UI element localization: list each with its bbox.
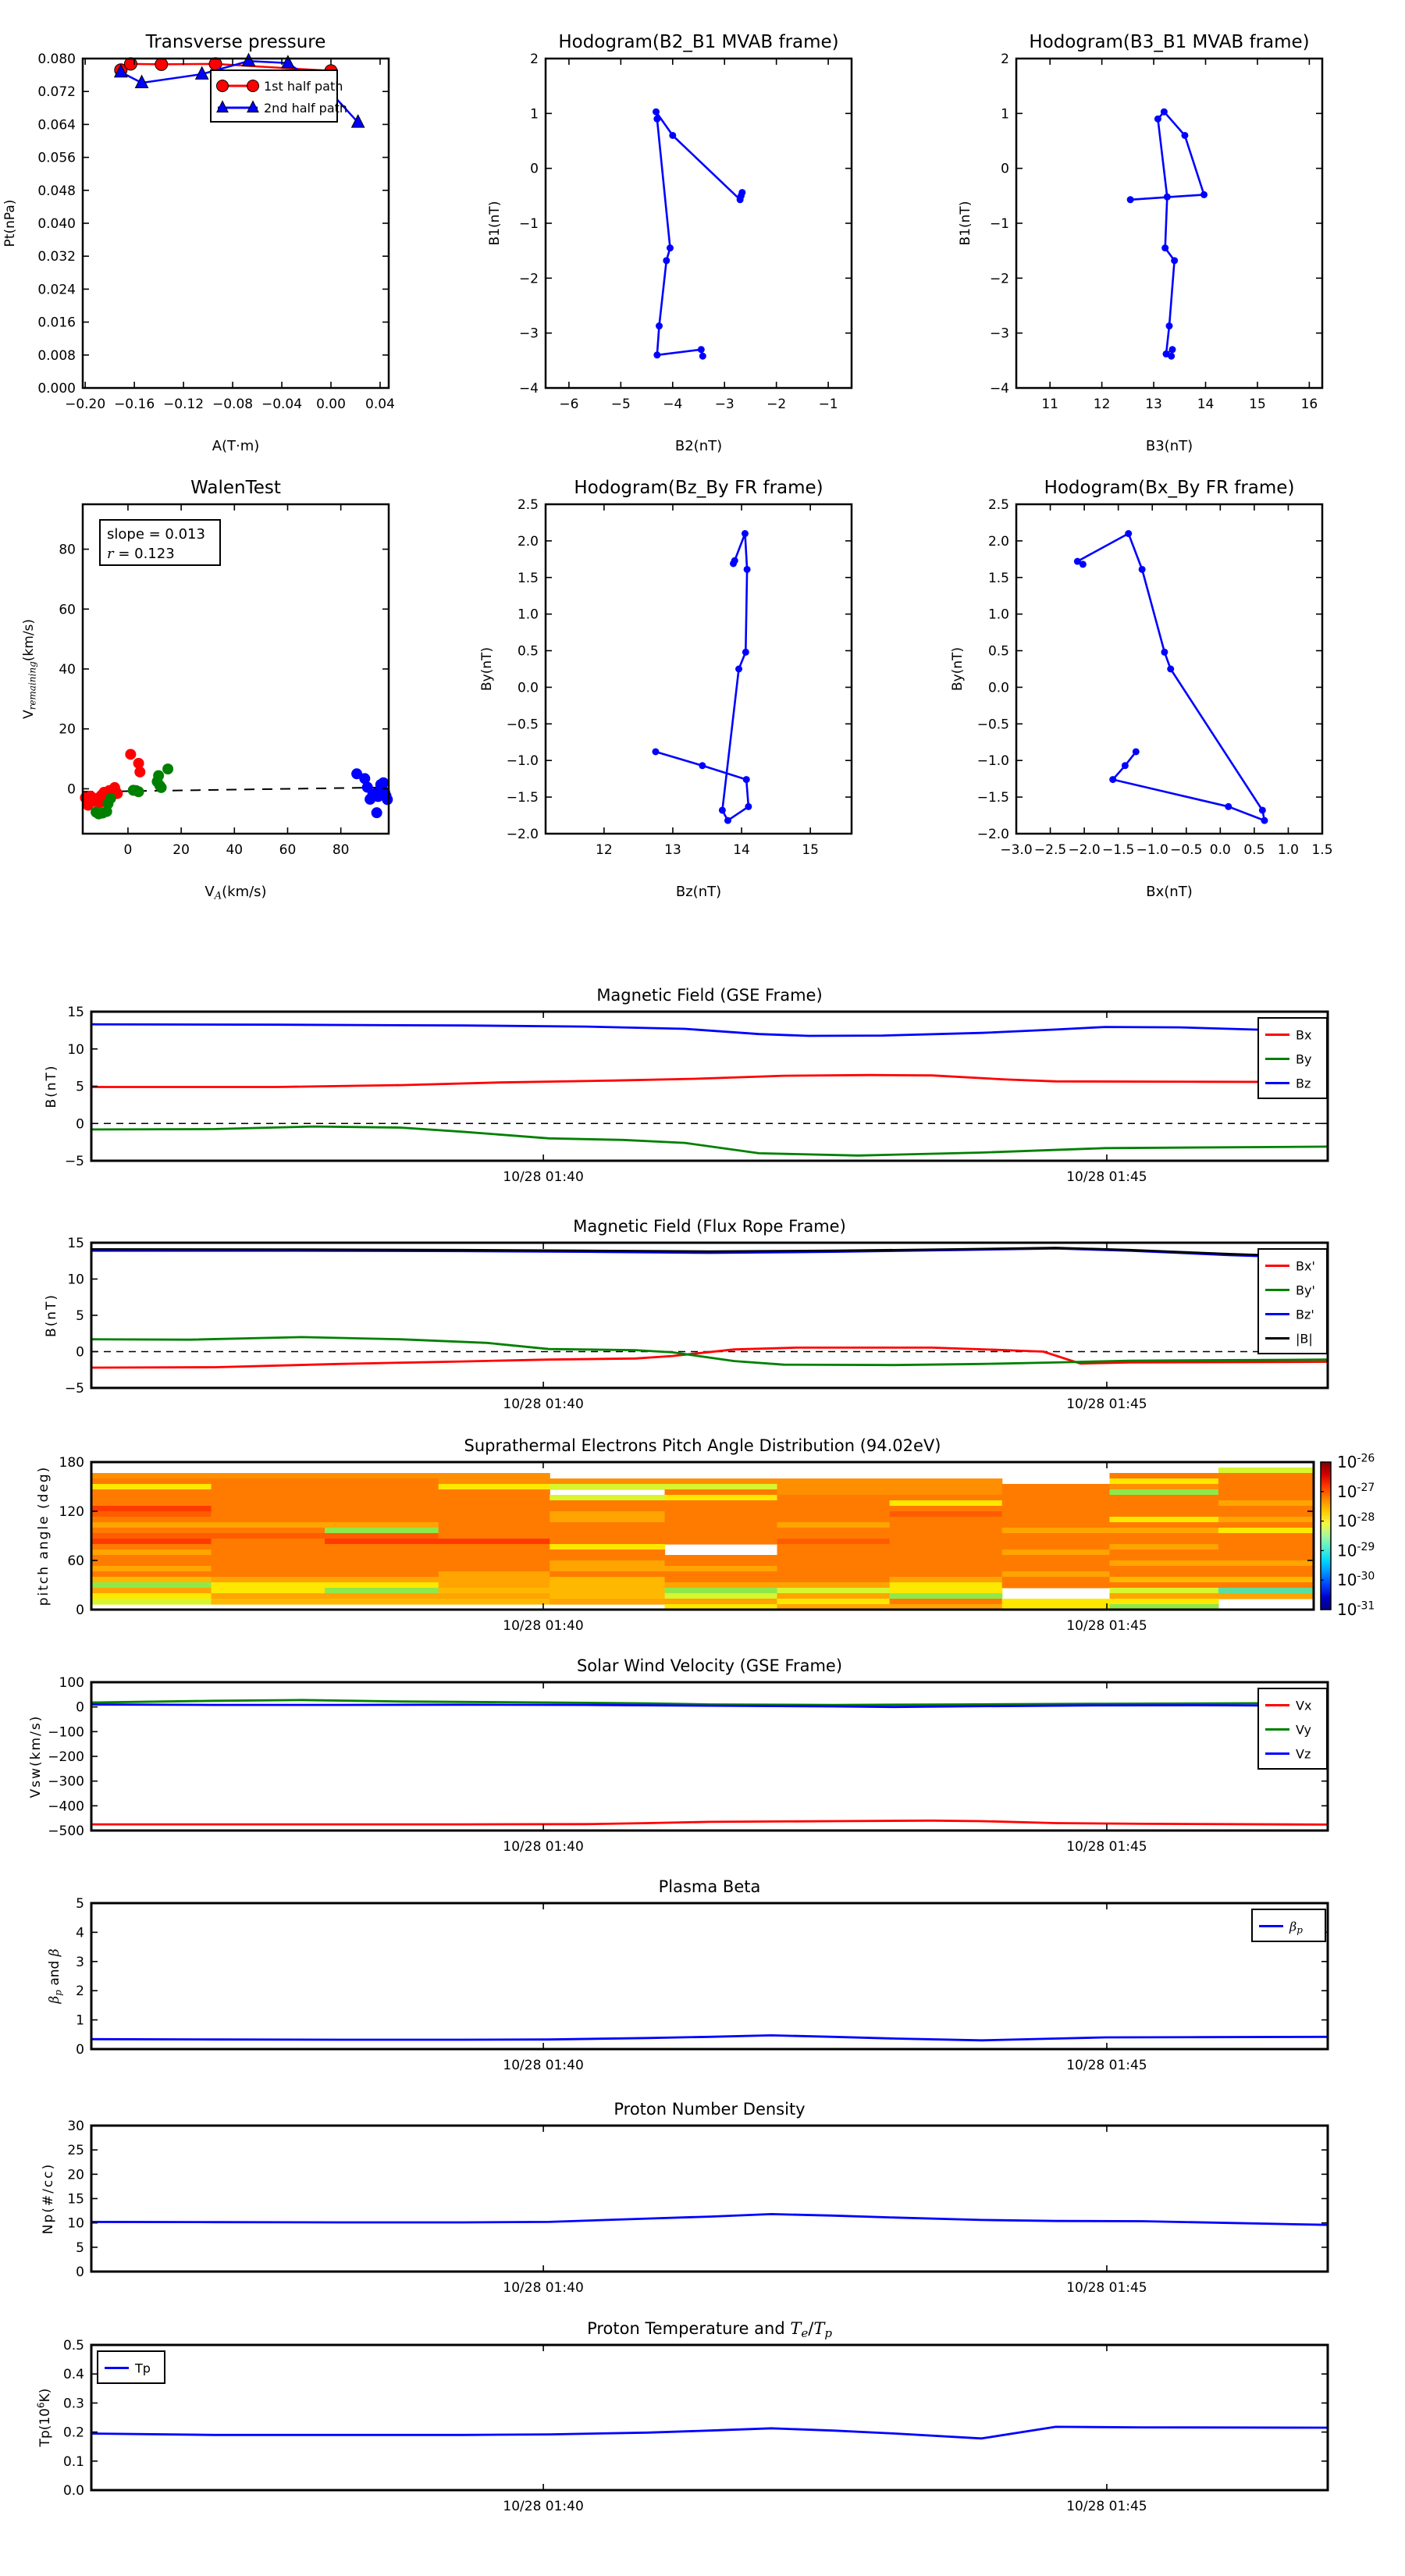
svg-text:−500: −500 <box>48 1823 84 1839</box>
svg-text:−100: −100 <box>48 1724 84 1741</box>
transverse-pressure-canvas <box>0 12 498 466</box>
svg-text:βp and β: $\beta_p$ and β <box>47 1948 64 2004</box>
svg-text:15: 15 <box>1249 397 1266 412</box>
svg-text:−2.0: −2.0 <box>506 827 539 842</box>
svg-text:Tp: Tp <box>135 2361 151 2376</box>
svg-text:−4: −4 <box>518 381 539 397</box>
svg-text:0: 0 <box>76 2265 84 2280</box>
svg-text:Vremaining(km/s): $V_{remaining}(km/s)$ <box>21 618 38 720</box>
hodogram-bz-by-canvas <box>452 457 961 912</box>
svg-text:12: 12 <box>1093 397 1111 412</box>
svg-text:0.00: 0.00 <box>316 397 346 412</box>
svg-text:25: 25 <box>67 2143 84 2159</box>
svg-text:0.0: 0.0 <box>987 680 1009 696</box>
svg-text:10/28 01:40: 10/28 01:40 <box>503 2280 584 2296</box>
svg-text:Bx(nT): Bx(nT) <box>1146 884 1193 900</box>
svg-text:100: 100 <box>59 1675 84 1691</box>
svg-text:0: 0 <box>530 161 539 177</box>
svg-text:1.5: 1.5 <box>987 570 1009 586</box>
svg-text:20: 20 <box>173 842 190 858</box>
svg-text:2: 2 <box>1001 52 1009 67</box>
svg-text:10/28 01:45: 10/28 01:45 <box>1066 2499 1147 2514</box>
svg-text:1: 1 <box>1001 106 1009 123</box>
svg-text:−1.0: −1.0 <box>506 753 539 770</box>
svg-text:Suprathermal Electrons Pitch A: Suprathermal Electrons Pitch Angle Distribution (94.02eV) <box>464 1436 941 1455</box>
svg-text:80: 80 <box>59 542 76 558</box>
svg-text:10-31: $10^{-31}$ <box>1337 1599 1375 1619</box>
svg-text:−2: −2 <box>767 397 787 412</box>
svg-text:−3: −3 <box>989 326 1009 342</box>
svg-text:60: 60 <box>59 602 76 618</box>
svg-text:180: 180 <box>59 1455 84 1471</box>
svg-text:Hodogram(Bx_By FR frame): Hodogram(Bx_By FR frame) <box>1044 478 1295 498</box>
svg-text:−2.5: −2.5 <box>1033 842 1067 858</box>
svg-text:1.5: 1.5 <box>1311 842 1333 858</box>
svg-text:−2.0: −2.0 <box>1068 842 1101 858</box>
svg-text:0: 0 <box>76 1603 84 1618</box>
svg-text:Np(#/cc): Np(#/cc) <box>41 2162 56 2235</box>
svg-text:βp: $\beta_p$ <box>1289 1919 1303 1936</box>
proton-temperature-plot <box>0 2298 1405 2568</box>
svg-text:10/28 01:45: 10/28 01:45 <box>1066 1839 1147 1855</box>
hodogram-b3-b1-canvas <box>923 12 1405 466</box>
svg-text:Magnetic Field (Flux Rope Fram: Magnetic Field (Flux Rope Frame) <box>573 1217 846 1236</box>
svg-text:10/28 01:40: 10/28 01:40 <box>503 1618 584 1634</box>
svg-text:0.0: 0.0 <box>1209 842 1231 858</box>
svg-text:5: 5 <box>76 2240 84 2256</box>
svg-text:0.5: 0.5 <box>517 643 539 660</box>
svg-text:10-27: $10^{-27}$ <box>1337 1482 1375 1501</box>
svg-text:5: 5 <box>76 1896 84 1912</box>
svg-text:Tp(106K): $Tp(10^6K)$ <box>35 2388 53 2447</box>
svg-text:−0.12: −0.12 <box>163 397 205 412</box>
svg-text:Hodogram(B2_B1 MVAB frame): Hodogram(B2_B1 MVAB frame) <box>558 32 839 52</box>
svg-text:15: 15 <box>67 1236 84 1251</box>
svg-text:−3: −3 <box>714 397 735 412</box>
transverse-pressure-plot <box>0 12 498 466</box>
svg-text:2nd half path: 2nd half path <box>264 101 348 116</box>
svg-text:−2.0: −2.0 <box>976 827 1009 842</box>
svg-text:10/28 01:45: 10/28 01:45 <box>1066 1397 1147 1412</box>
svg-text:−1.0: −1.0 <box>976 753 1009 770</box>
svg-text:−1: −1 <box>818 397 838 412</box>
svg-text:15: 15 <box>67 2191 84 2208</box>
svg-text:0.064: 0.064 <box>37 117 76 133</box>
svg-text:0.5: 0.5 <box>1243 842 1265 858</box>
svg-text:13: 13 <box>1145 397 1162 412</box>
svg-text:WalenTest: WalenTest <box>190 478 281 498</box>
svg-text:−200: −200 <box>48 1749 84 1765</box>
svg-text:Bz': Bz' <box>1296 1307 1314 1322</box>
svg-text:1: 1 <box>76 2012 84 2029</box>
svg-text:−0.16: −0.16 <box>114 397 155 412</box>
svg-text:−1: −1 <box>518 216 539 232</box>
svg-text:30: 30 <box>67 2119 84 2134</box>
svg-text:60: 60 <box>279 842 297 858</box>
svg-text:−300: −300 <box>48 1774 84 1790</box>
svg-text:−6: −6 <box>559 397 579 412</box>
svg-text:By: By <box>1296 1051 1312 1067</box>
svg-text:By(nT): By(nT) <box>479 646 495 692</box>
svg-text:2.5: 2.5 <box>987 497 1009 513</box>
svg-text:1st half path: 1st half path <box>264 79 343 94</box>
svg-text:By': By' <box>1296 1283 1315 1298</box>
svg-text:14: 14 <box>1197 397 1215 412</box>
hodogram-b2-b1-plot <box>452 12 961 466</box>
svg-text:−4: −4 <box>989 381 1009 397</box>
svg-text:10: 10 <box>67 1272 84 1288</box>
svg-text:20: 20 <box>59 721 76 738</box>
svg-text:15: 15 <box>67 1005 84 1020</box>
svg-text:12: 12 <box>596 842 613 858</box>
svg-text:0.5: 0.5 <box>987 643 1009 660</box>
svg-text:Vy: Vy <box>1296 1722 1311 1738</box>
svg-text:Bx: Bx <box>1296 1027 1312 1043</box>
svg-text:13: 13 <box>664 842 681 858</box>
svg-text:10/28 01:40: 10/28 01:40 <box>503 2058 584 2073</box>
svg-text:−0.08: −0.08 <box>212 397 254 412</box>
svg-text:0.032: 0.032 <box>37 249 76 265</box>
svg-text:−5: −5 <box>64 1154 84 1169</box>
svg-text:2: 2 <box>530 52 539 67</box>
svg-text:0.0: 0.0 <box>62 2483 84 2499</box>
svg-text:−400: −400 <box>48 1799 84 1815</box>
svg-text:0.3: 0.3 <box>62 2396 84 2412</box>
hodogram-bx-by-plot <box>923 457 1405 912</box>
hodogram-bz-by-plot <box>452 457 961 912</box>
svg-text:r = 0.123: r = 0.123 <box>107 546 175 562</box>
svg-text:B1(nT): B1(nT) <box>487 201 503 246</box>
svg-text:−1.5: −1.5 <box>1102 842 1135 858</box>
svg-text:slope = 0.013: slope = 0.013 <box>107 526 205 543</box>
svg-text:0: 0 <box>123 842 133 858</box>
hodogram-b3-b1-plot <box>923 12 1405 466</box>
svg-text:10/28 01:40: 10/28 01:40 <box>503 1169 584 1185</box>
svg-text:−2: −2 <box>518 271 539 287</box>
svg-text:0.024: 0.024 <box>37 282 76 298</box>
svg-text:Pt(nPa): Pt(nPa) <box>2 199 18 247</box>
svg-text:−0.20: −0.20 <box>65 397 106 412</box>
svg-text:0: 0 <box>76 1699 84 1716</box>
svg-text:2.0: 2.0 <box>987 533 1009 550</box>
svg-text:B2(nT): B2(nT) <box>674 438 723 454</box>
svg-text:5: 5 <box>76 1079 84 1095</box>
svg-text:10: 10 <box>67 2215 84 2232</box>
svg-text:|B|: |B| <box>1296 1331 1313 1347</box>
svg-text:−0.5: −0.5 <box>1170 842 1203 858</box>
svg-text:5: 5 <box>76 1308 84 1324</box>
walen-test-canvas <box>0 457 498 912</box>
svg-text:By(nT): By(nT) <box>950 646 966 692</box>
svg-text:B(nT): B(nT) <box>44 1064 59 1108</box>
svg-text:−3.0: −3.0 <box>1000 842 1033 858</box>
svg-text:4: 4 <box>76 1925 84 1941</box>
hodogram-bx-by-canvas <box>923 457 1405 912</box>
svg-text:A(T·m): A(T·m) <box>212 438 260 454</box>
svg-text:10/28 01:40: 10/28 01:40 <box>503 1397 584 1412</box>
svg-text:0.040: 0.040 <box>37 216 76 232</box>
svg-text:Hodogram(Bz_By FR frame): Hodogram(Bz_By FR frame) <box>574 478 823 498</box>
svg-text:Transverse pressure: Transverse pressure <box>145 32 326 52</box>
svg-text:Vsw(km/s): Vsw(km/s) <box>28 1714 44 1799</box>
svg-text:80: 80 <box>332 842 350 858</box>
svg-text:1: 1 <box>530 106 539 123</box>
svg-text:0.1: 0.1 <box>62 2453 84 2470</box>
svg-text:Hodogram(B3_B1 MVAB frame): Hodogram(B3_B1 MVAB frame) <box>1029 32 1310 52</box>
svg-text:−3: −3 <box>518 326 539 342</box>
svg-text:0.0: 0.0 <box>517 680 539 696</box>
svg-text:1.0: 1.0 <box>1277 842 1299 858</box>
svg-text:−5: −5 <box>64 1381 84 1397</box>
svg-text:0: 0 <box>76 2042 84 2058</box>
svg-text:0.5: 0.5 <box>62 2338 84 2354</box>
svg-text:14: 14 <box>733 842 750 858</box>
svg-text:Proton Number Density: Proton Number Density <box>614 2100 806 2119</box>
svg-text:Bz: Bz <box>1296 1076 1311 1091</box>
svg-text:0.016: 0.016 <box>37 315 76 331</box>
svg-text:Proton Temperature and Te/Tp: Proton Temperature and $T_e/T_p$ <box>587 2319 832 2341</box>
svg-text:pitch angle (deg): pitch angle (deg) <box>36 1465 52 1606</box>
svg-text:−1: −1 <box>989 216 1009 232</box>
svg-text:0.008: 0.008 <box>37 347 76 364</box>
svg-text:0: 0 <box>76 1116 84 1133</box>
svg-text:VA(km/s): $V_A(km/s)$ <box>205 884 267 902</box>
svg-text:Plasma Beta: Plasma Beta <box>658 1877 761 1896</box>
svg-text:15: 15 <box>802 842 819 858</box>
svg-text:−1.0: −1.0 <box>1136 842 1168 858</box>
svg-text:−5: −5 <box>610 397 631 412</box>
svg-text:−2: −2 <box>989 271 1009 287</box>
svg-text:2.0: 2.0 <box>517 533 539 550</box>
svg-text:B3(nT): B3(nT) <box>1145 438 1193 454</box>
svg-text:40: 40 <box>226 842 244 858</box>
svg-text:−0.5: −0.5 <box>976 717 1009 733</box>
svg-text:0.04: 0.04 <box>365 397 395 412</box>
svg-text:10/28 01:45: 10/28 01:45 <box>1066 1169 1147 1185</box>
svg-text:120: 120 <box>59 1504 84 1520</box>
svg-text:Vx: Vx <box>1296 1698 1312 1713</box>
svg-text:0: 0 <box>76 1344 84 1361</box>
svg-text:2: 2 <box>76 1984 84 2000</box>
svg-text:10-28: $10^{-28}$ <box>1337 1511 1375 1531</box>
svg-text:0.2: 0.2 <box>62 2425 84 2441</box>
svg-text:Solar Wind Velocity (GSE Frame: Solar Wind Velocity (GSE Frame) <box>576 1656 843 1675</box>
svg-text:10/28 01:45: 10/28 01:45 <box>1066 1618 1147 1634</box>
hodogram-b2-b1-canvas <box>452 12 961 466</box>
svg-text:10-30: $10^{-30}$ <box>1337 1570 1375 1590</box>
svg-text:0.000: 0.000 <box>37 381 76 397</box>
svg-text:0: 0 <box>67 781 76 798</box>
svg-text:2.5: 2.5 <box>517 497 539 513</box>
svg-text:16: 16 <box>1300 397 1318 412</box>
svg-text:10/28 01:45: 10/28 01:45 <box>1066 2058 1147 2073</box>
svg-text:B(nT): B(nT) <box>44 1293 59 1338</box>
svg-text:10/28 01:45: 10/28 01:45 <box>1066 2280 1147 2296</box>
svg-text:−0.5: −0.5 <box>506 717 539 733</box>
proton-temperature-canvas <box>0 2298 1405 2568</box>
svg-text:−4: −4 <box>663 397 683 412</box>
svg-text:0.056: 0.056 <box>37 150 76 166</box>
svg-text:Bx': Bx' <box>1296 1258 1315 1274</box>
svg-text:3: 3 <box>76 1954 84 1970</box>
svg-text:0.048: 0.048 <box>37 183 76 199</box>
svg-text:Bz(nT): Bz(nT) <box>675 884 722 900</box>
svg-text:10-26: $10^{-26}$ <box>1337 1452 1375 1471</box>
svg-text:1.0: 1.0 <box>987 607 1009 623</box>
svg-text:−1.5: −1.5 <box>976 790 1009 806</box>
walen-test-plot <box>0 457 498 912</box>
svg-text:10: 10 <box>67 1041 84 1058</box>
svg-text:−1.5: −1.5 <box>506 790 539 806</box>
svg-text:60: 60 <box>67 1553 84 1569</box>
svg-text:Magnetic Field (GSE Frame): Magnetic Field (GSE Frame) <box>596 986 823 1005</box>
svg-text:1.5: 1.5 <box>517 570 539 586</box>
svg-text:10/28 01:40: 10/28 01:40 <box>503 1839 584 1855</box>
svg-text:0.072: 0.072 <box>37 84 76 101</box>
svg-text:Vz: Vz <box>1296 1746 1311 1762</box>
svg-text:0.4: 0.4 <box>62 2367 84 2383</box>
svg-text:1.0: 1.0 <box>517 607 539 623</box>
svg-text:40: 40 <box>59 662 76 678</box>
svg-text:20: 20 <box>67 2167 84 2183</box>
svg-text:11: 11 <box>1041 397 1059 412</box>
svg-text:10/28 01:40: 10/28 01:40 <box>503 2499 584 2514</box>
svg-text:10-29: $10^{-29}$ <box>1337 1540 1375 1560</box>
svg-text:0.080: 0.080 <box>37 52 76 67</box>
svg-text:−0.04: −0.04 <box>261 397 303 412</box>
svg-text:0: 0 <box>1001 161 1009 177</box>
svg-text:B1(nT): B1(nT) <box>958 201 973 246</box>
